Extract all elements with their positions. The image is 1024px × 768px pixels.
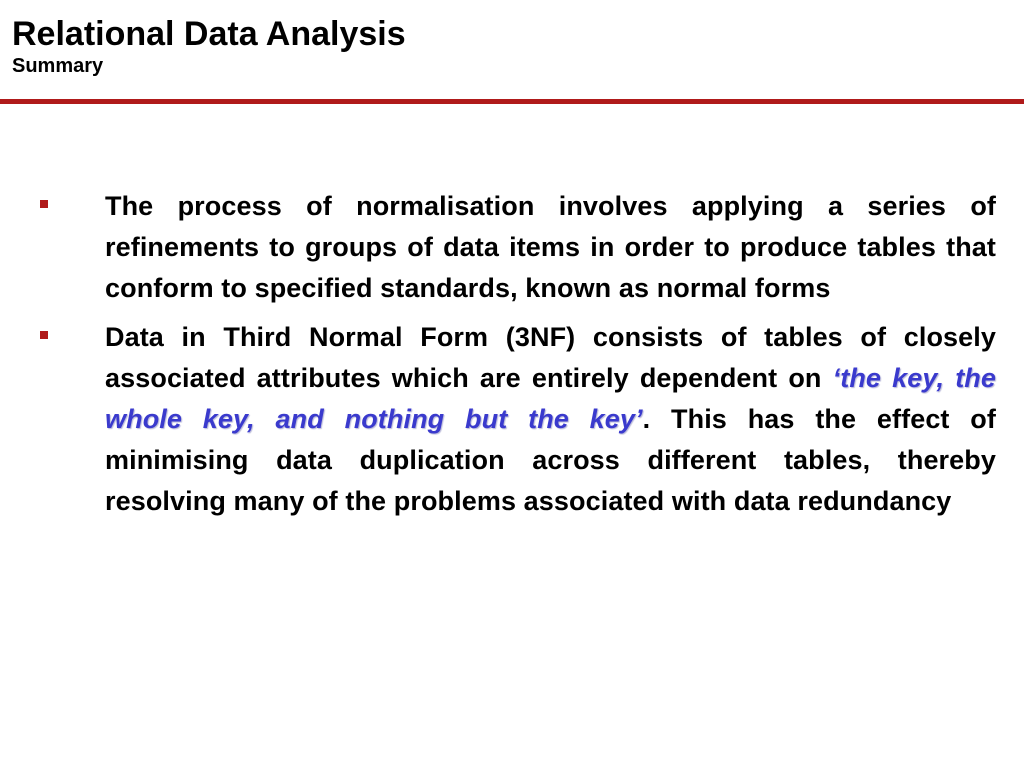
bullet-text-after-quote: . This has the effect of minimising data duplication across different tables, thereby resolving many of the problems associated with data redundancy [105,404,996,516]
bullet-text-before-quote: Data in Third Normal Form (3NF) consists of tables of closely associated attributes which are entirely dependent on [105,322,996,393]
bullet-list [40,186,996,530]
page-title: Relational Data Analysis [12,15,406,53]
slide-header [12,14,1012,78]
list-item [40,317,996,522]
square-bullet-icon [40,200,48,208]
key-quote: ‘the key, the whole key, and nothing but the key’ [105,363,996,434]
page-subtitle: Summary [12,55,104,77]
bullet-text-body: The process of normalisation involves applying a series of refinements to groups of data items in order to produce tables that conform to specified standards, known as normal forms [105,191,996,303]
header-divider [0,99,1024,104]
bullet-text [105,186,996,309]
bullet-text [105,317,996,522]
square-bullet-icon [40,331,48,339]
list-item [40,186,996,309]
